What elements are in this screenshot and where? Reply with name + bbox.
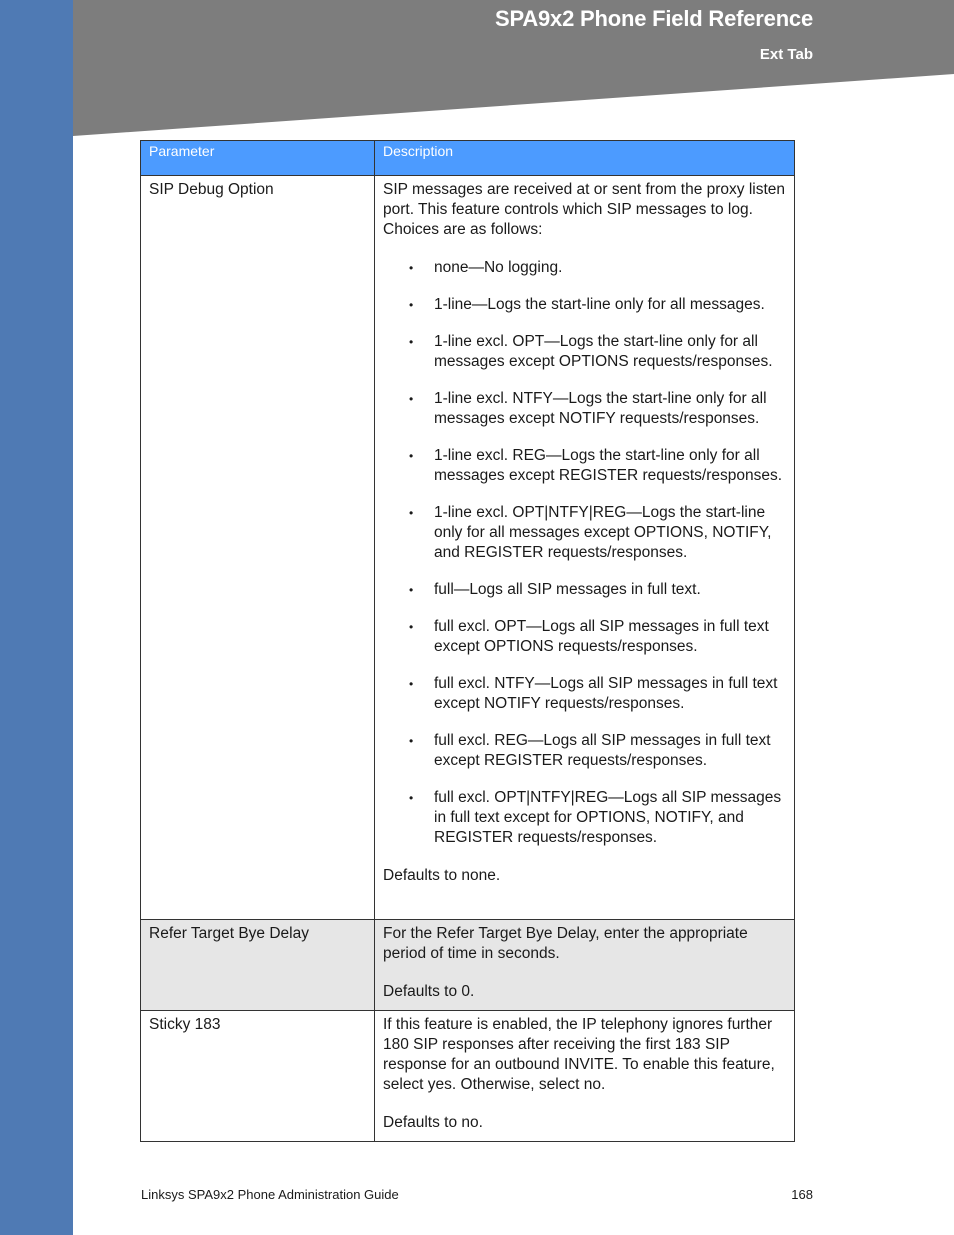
- list-item: • 1-line excl. OPT|NTFY|REG—Logs the start-line only for all messages except OPTIONS, NOTIFY, and REGISTER requests/responses.: [409, 503, 786, 563]
- footer-guide-title: Linksys SPA9x2 Phone Administration Guide: [141, 1187, 399, 1202]
- parameter-name: Refer Target Bye Delay: [141, 920, 375, 1011]
- table-row: [141, 920, 795, 1011]
- option-list: [383, 258, 786, 848]
- description-text: For the Refer Target Bye Delay, enter the appropriate period of time in seconds.: [383, 925, 748, 962]
- table-header-row: [141, 141, 795, 176]
- section-subtitle: Ext Tab: [759, 46, 813, 63]
- default-value-text: Defaults to none.: [383, 867, 501, 884]
- page-number: 168: [791, 1187, 813, 1202]
- default-value-text: Defaults to no.: [383, 1114, 483, 1131]
- column-header-description: Description: [375, 141, 795, 176]
- parameter-name: SIP Debug Option: [141, 176, 375, 920]
- parameter-description: [375, 920, 795, 1011]
- list-item: • 1-line—Logs the start-line only for all messages.: [409, 295, 786, 315]
- list-item: • full—Logs all SIP messages in full text.: [409, 580, 786, 600]
- table-row: [141, 1011, 795, 1142]
- default-value-text: Defaults to 0.: [383, 983, 475, 1000]
- list-item: • 1-line excl. REG—Logs the start-line only for all messages except REGISTER requests/responses.: [409, 446, 786, 486]
- parameter-description: [375, 176, 795, 920]
- parameter-table: [140, 140, 795, 1142]
- parameter-description: [375, 1011, 795, 1142]
- list-item: • full excl. OPT—Logs all SIP messages in full text except OPTIONS requests/responses.: [409, 617, 786, 657]
- list-item: • none—No logging.: [409, 258, 786, 278]
- list-item: • 1-line excl. OPT—Logs the start-line only for all messages except OPTIONS requests/responses.: [409, 332, 786, 372]
- list-item: • 1-line excl. NTFY—Logs the start-line only for all messages except NOTIFY requests/responses.: [409, 389, 786, 429]
- left-accent-bar: [0, 0, 73, 1235]
- page-title: SPA9x2 Phone Field Reference: [495, 6, 813, 31]
- parameter-name: Sticky 183: [141, 1011, 375, 1142]
- table-row: [141, 176, 795, 920]
- description-text: SIP messages are received at or sent from the proxy listen port. This feature controls which SIP messages to log. Choices are as follows:: [383, 181, 786, 238]
- list-item: • full excl. NTFY—Logs all SIP messages in full text except NOTIFY requests/responses.: [409, 674, 786, 714]
- list-item: • full excl. OPT|NTFY|REG—Logs all SIP messages in full text except for OPTIONS, NOTIFY, and REGISTER requests/responses.: [409, 788, 786, 848]
- description-text: If this feature is enabled, the IP telephony ignores further 180 SIP responses after receiving the first 183 SIP response for an outbound INVITE. To enable this feature, select yes. Otherwise, select no.: [383, 1016, 775, 1093]
- list-item: • full excl. REG—Logs all SIP messages in full text except REGISTER requests/responses.: [409, 731, 786, 771]
- column-header-parameter: Parameter: [141, 141, 375, 176]
